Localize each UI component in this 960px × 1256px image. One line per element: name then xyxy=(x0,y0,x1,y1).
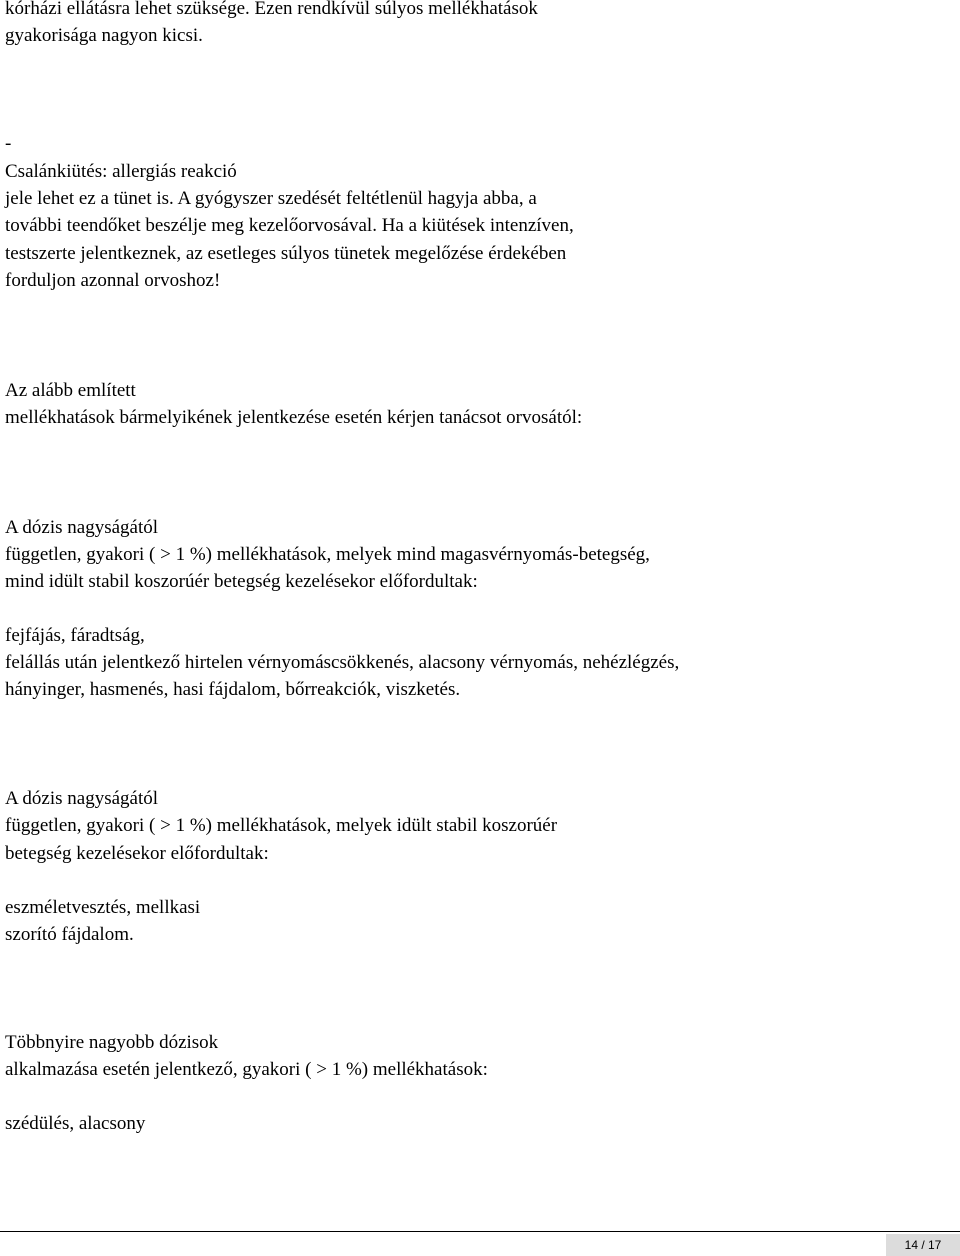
text-line: további teendőket beszélje meg kezelőorvosával. Ha a kiütések intenzíven, xyxy=(5,215,574,236)
text-line: Az alább említett xyxy=(5,380,136,401)
text-line: Többnyire nagyobb dózisok xyxy=(5,1032,219,1053)
text-line: A dózis nagyságától xyxy=(5,517,159,538)
text-line: jele lehet ez a tünet is. A gyógyszer szedését feltétlenül hagyja abba, a xyxy=(5,188,537,209)
text-line: gyakorisága nagyon kicsi. xyxy=(5,25,203,46)
list-dash: - xyxy=(5,133,12,154)
text-line: szorító fájdalom. xyxy=(5,924,134,945)
text-line: hányinger, hasmenés, hasi fájdalom, bőrreakciók, viszketés. xyxy=(5,679,461,700)
text-line: betegség kezelésekor előfordultak: xyxy=(5,843,269,864)
text-line: kórházi ellátásra lehet szüksége. Ezen rendkívül súlyos mellékhatások xyxy=(5,0,538,19)
text-line: szédülés, alacsony xyxy=(5,1113,146,1134)
text-line: mellékhatások bármelyikének jelentkezése esetén kérjen tanácsot orvosától: xyxy=(5,407,583,428)
text-line: Csalánkiütés: allergiás reakció xyxy=(5,161,237,182)
text-line: eszméletvesztés, mellkasi xyxy=(5,897,201,918)
text-line: mind idült stabil koszorúér betegség kezelésekor előfordultak: xyxy=(5,571,478,592)
text-line: felállás után jelentkező hirtelen vérnyomáscsökkenés, alacsony vérnyomás, nehézlégzés, xyxy=(5,652,680,673)
text-line: alkalmazása esetén jelentkező, gyakori ( > 1 %) mellékhatások: xyxy=(5,1059,488,1080)
text-line: fejfájás, fáradtság, xyxy=(5,625,145,646)
footer-divider xyxy=(0,1231,960,1232)
text-line: forduljon azonnal orvoshoz! xyxy=(5,270,221,291)
text-line: független, gyakori ( > 1 %) mellékhatások, melyek idült stabil koszorúér xyxy=(5,815,558,836)
page-number-indicator: 14 / 17 xyxy=(886,1234,960,1256)
text-line: A dózis nagyságától xyxy=(5,788,159,809)
text-line: független, gyakori ( > 1 %) mellékhatások, melyek mind magasvérnyomás-betegség, xyxy=(5,544,650,565)
text-line: testszerte jelentkeznek, az esetleges súlyos tünetek megelőzése érdekében xyxy=(5,243,567,264)
